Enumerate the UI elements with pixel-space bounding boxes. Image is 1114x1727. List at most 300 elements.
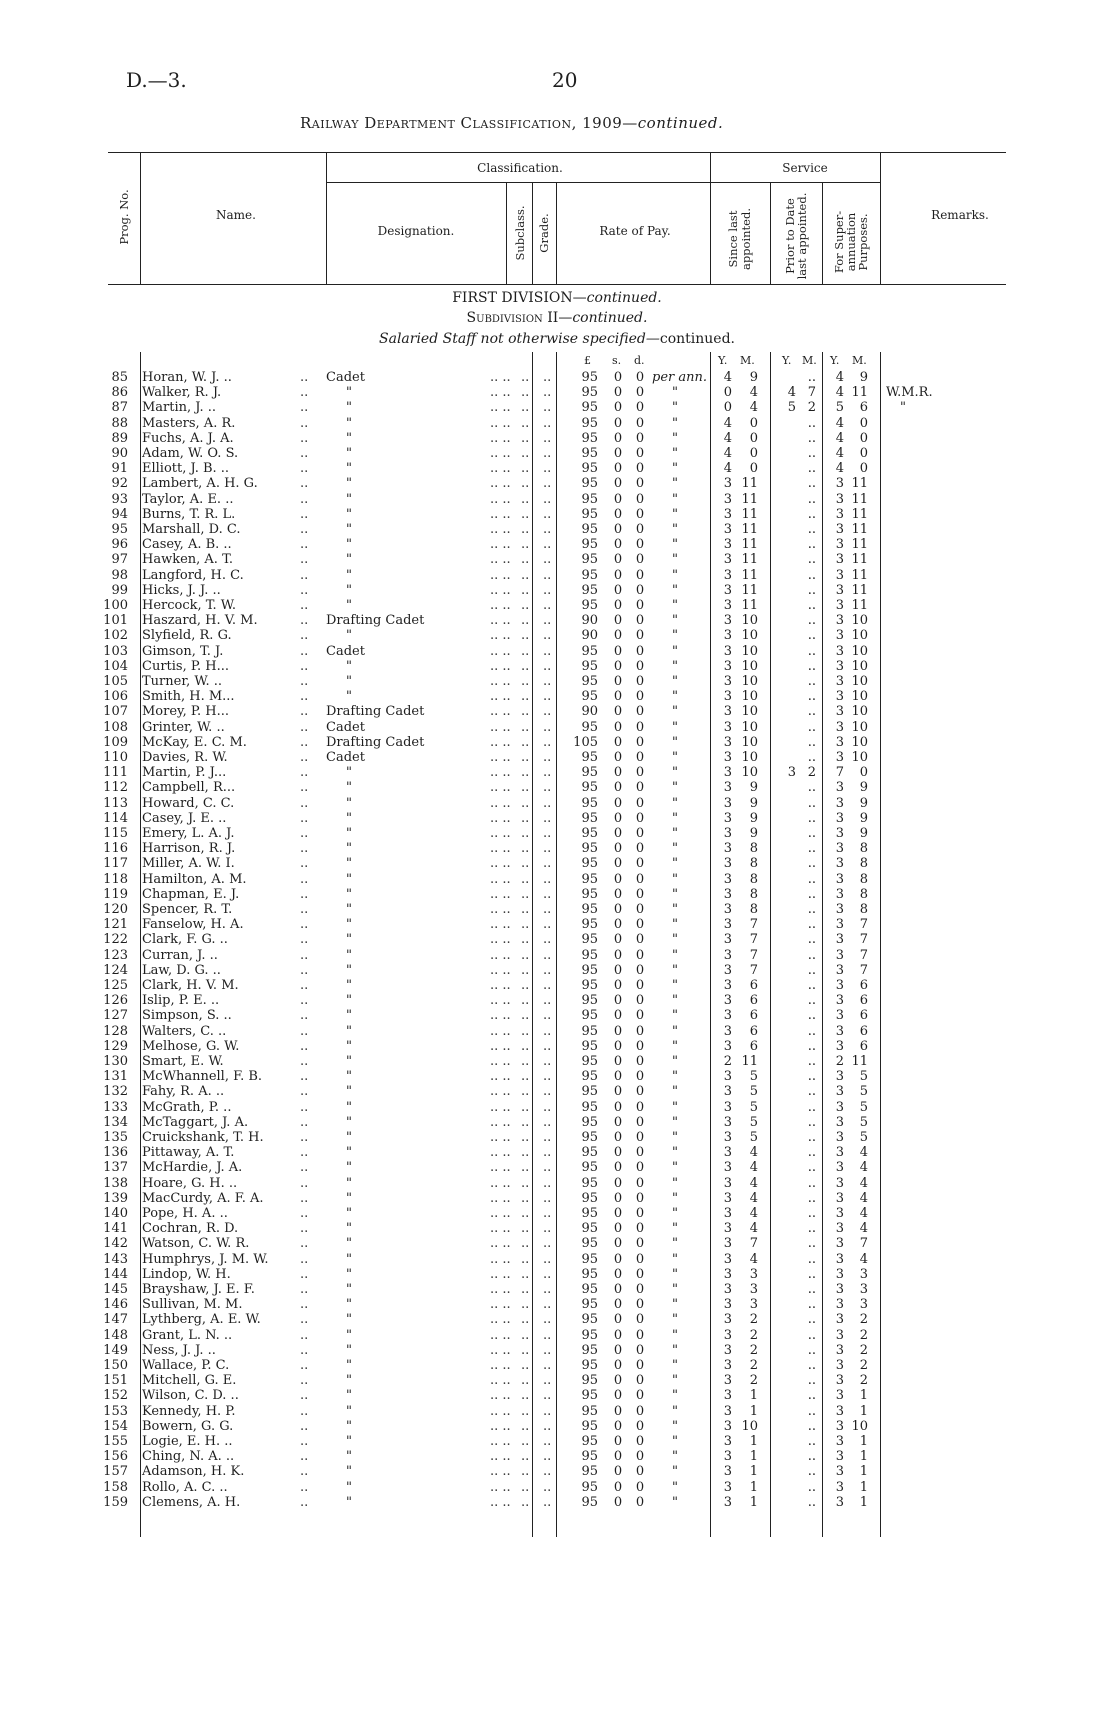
grade-cell: ..: [543, 902, 552, 917]
prog-no-cell: 125: [103, 978, 128, 993]
leader-dots: ..: [300, 1114, 309, 1130]
super-months-cell: 2: [859, 1312, 868, 1328]
designation-cell: ": [346, 1251, 352, 1267]
pay-pence-cell: 0: [635, 750, 645, 765]
prog-no-cell: 115: [103, 826, 128, 841]
pay-shillings-cell: 0: [613, 689, 623, 705]
since-years-cell: 3: [723, 476, 732, 492]
pay-pence-cell: 0: [635, 1342, 645, 1358]
leader-dots: .. ..: [490, 567, 511, 583]
since-months-cell: 9: [749, 370, 758, 385]
since-years-cell: 3: [723, 1449, 732, 1465]
prog-no-cell: 147: [103, 1312, 128, 1328]
prog-no-cell: 109: [103, 734, 128, 750]
super-years-cell: 3: [835, 871, 844, 887]
leader-dots: ..: [300, 506, 309, 522]
name-cell: Melhose, G. W.: [142, 1038, 240, 1054]
prior-months-cell: ..: [807, 522, 816, 537]
grade-cell: ..: [543, 1418, 552, 1434]
super-years-cell: 3: [835, 962, 844, 978]
prog-no-cell: 129: [103, 1038, 128, 1054]
pay-shillings-cell: 0: [613, 750, 623, 765]
name-cell: Spencer, R. T.: [142, 902, 233, 917]
pay-period-cell: ": [672, 522, 678, 537]
table-row: [0, 537, 1114, 552]
grade-cell: ..: [543, 1358, 552, 1373]
leader-dots: .. ..: [490, 461, 511, 477]
leader-dots: ..: [300, 932, 309, 948]
unit-y2: Y.: [782, 354, 792, 367]
name-cell: Turner, W. ..: [142, 674, 222, 689]
pay-pounds-cell: 95: [581, 810, 598, 826]
designation-cell: ": [346, 400, 352, 416]
prog-no-cell: 141: [103, 1221, 128, 1237]
subclass-cell: ..: [521, 1008, 530, 1024]
since-years-cell: 3: [723, 962, 732, 978]
super-years-cell: 3: [835, 689, 844, 705]
super-months-cell: 10: [851, 674, 868, 689]
leader-dots: .. ..: [490, 522, 511, 537]
pay-pounds-cell: 95: [581, 780, 598, 796]
pay-pence-cell: 0: [635, 704, 645, 720]
super-years-cell: 3: [835, 795, 844, 811]
leader-dots: ..: [300, 917, 309, 933]
pay-shillings-cell: 0: [613, 1388, 623, 1404]
since-months-cell: 7: [749, 1236, 758, 1252]
pay-shillings-cell: 0: [613, 1145, 623, 1161]
leader-dots: ..: [300, 1494, 309, 1510]
name-cell: Emery, L. A. J.: [142, 826, 235, 841]
leader-dots: ..: [300, 689, 309, 705]
grade-cell: ..: [543, 1282, 552, 1297]
name-cell: Campbell, R...: [142, 780, 236, 796]
designation-cell: ": [346, 1114, 352, 1130]
prog-no-cell: 152: [103, 1388, 128, 1404]
table-row: [0, 993, 1114, 1008]
designation-cell: ": [346, 598, 352, 613]
col-divider-subclass: [532, 182, 533, 284]
super-months-cell: 11: [851, 567, 868, 583]
designation-cell: ": [346, 628, 352, 644]
prior-months-cell: ..: [807, 1266, 816, 1282]
since-months-cell: 9: [749, 826, 758, 841]
name-cell: Fahy, R. A. ..: [142, 1084, 225, 1100]
grade-cell: ..: [543, 1160, 552, 1176]
since-months-cell: 7: [749, 917, 758, 933]
pay-pounds-cell: 95: [581, 400, 598, 416]
leader-dots: ..: [300, 1236, 309, 1252]
designation-cell: ": [346, 1373, 352, 1389]
leader-dots: ..: [300, 886, 309, 902]
pay-shillings-cell: 0: [613, 1479, 623, 1495]
pay-period-cell: ": [672, 704, 678, 720]
grade-cell: ..: [543, 689, 552, 705]
pay-shillings-cell: 0: [613, 537, 623, 553]
leader-dots: ..: [300, 993, 309, 1009]
staff-heading-continued: continued.: [659, 331, 735, 347]
leader-dots: .. ..: [490, 628, 511, 644]
pay-pence-cell: 0: [635, 1099, 645, 1115]
leader-dots: ..: [300, 1312, 309, 1328]
super-months-cell: 11: [851, 476, 868, 492]
designation-cell: ": [346, 856, 352, 872]
super-years-cell: 3: [835, 674, 844, 689]
leader-dots: ..: [300, 1206, 309, 1221]
super-months-cell: 2: [859, 1342, 868, 1358]
since-years-cell: 3: [723, 841, 732, 857]
since-months-cell: 11: [741, 552, 758, 568]
subclass-cell: ..: [521, 658, 530, 674]
designation-cell: ": [346, 902, 352, 917]
prog-no-cell: 158: [103, 1479, 128, 1495]
subclass-cell: ..: [521, 598, 530, 613]
pay-pence-cell: 0: [635, 1479, 645, 1495]
table-row: [0, 1328, 1114, 1343]
pay-pence-cell: 0: [635, 734, 645, 750]
leader-dots: ..: [300, 719, 309, 735]
prog-no-cell: 110: [103, 750, 128, 765]
subclass-cell: ..: [521, 1403, 530, 1419]
designation-cell: ": [346, 1130, 352, 1145]
pay-pence-cell: 0: [635, 598, 645, 613]
subclass-cell: ..: [521, 1418, 530, 1434]
table-row: [0, 659, 1114, 674]
super-years-cell: 4: [835, 446, 844, 461]
super-years-cell: 3: [835, 1069, 844, 1085]
since-years-cell: 3: [723, 947, 732, 963]
prog-no-cell: 102: [103, 628, 128, 644]
pay-shillings-cell: 0: [613, 446, 623, 461]
pay-period-cell: ": [672, 552, 678, 568]
leader-dots: .. ..: [490, 506, 511, 522]
name-cell: Simpson, S. ..: [142, 1008, 232, 1024]
subclass-cell: ..: [521, 719, 530, 735]
grade-cell: ..: [543, 674, 552, 689]
super-years-cell: 3: [835, 1327, 844, 1343]
prior-months-cell: ..: [807, 841, 816, 857]
subclass-cell: ..: [521, 902, 530, 917]
pay-shillings-cell: 0: [613, 1418, 623, 1434]
pay-shillings-cell: 0: [613, 1069, 623, 1085]
leader-dots: .. ..: [490, 1084, 511, 1100]
pay-pounds-cell: 95: [581, 1434, 598, 1449]
pay-shillings-cell: 0: [613, 1008, 623, 1024]
leader-dots: .. ..: [490, 765, 511, 781]
super-months-cell: 7: [859, 932, 868, 948]
since-months-cell: 5: [749, 1130, 758, 1145]
leader-dots: ..: [300, 491, 309, 507]
since-years-cell: 3: [723, 1008, 732, 1024]
unit-y1: Y.: [718, 354, 728, 367]
since-months-cell: 4: [749, 1160, 758, 1176]
super-months-cell: 6: [859, 978, 868, 993]
super-months-cell: 9: [859, 795, 868, 811]
pay-pounds-cell: 95: [581, 826, 598, 841]
super-months-cell: 6: [859, 1038, 868, 1054]
pay-shillings-cell: 0: [613, 795, 623, 811]
pay-pounds-cell: 95: [581, 689, 598, 705]
table-row: [0, 1008, 1114, 1023]
prog-no-cell: 134: [103, 1114, 128, 1130]
prog-no-cell: 155: [103, 1434, 128, 1449]
prog-no-cell: 103: [103, 643, 128, 659]
pay-pounds-cell: 95: [581, 1114, 598, 1130]
super-years-cell: 3: [835, 552, 844, 568]
designation-cell: ": [346, 765, 352, 781]
since-years-cell: 3: [723, 1312, 732, 1328]
since-months-cell: 6: [749, 978, 758, 993]
leader-dots: .. ..: [490, 856, 511, 872]
since-months-cell: 11: [741, 567, 758, 583]
pay-pence-cell: 0: [635, 962, 645, 978]
designation-cell: ": [346, 1221, 352, 1237]
super-years-cell: 3: [835, 537, 844, 553]
pay-pence-cell: 0: [635, 886, 645, 902]
since-months-cell: 4: [749, 1251, 758, 1267]
grade-cell: ..: [543, 734, 552, 750]
pay-pounds-cell: 95: [581, 932, 598, 948]
grade-cell: ..: [543, 522, 552, 537]
subclass-cell: ..: [521, 1130, 530, 1145]
pay-pence-cell: 0: [635, 1434, 645, 1449]
grade-cell: ..: [543, 978, 552, 993]
pay-pence-cell: 0: [635, 567, 645, 583]
name-cell: Casey, J. E. ..: [142, 810, 227, 826]
name-cell: McWhannell, F. B.: [142, 1069, 263, 1085]
pay-pence-cell: 0: [635, 1054, 645, 1069]
since-years-cell: 3: [723, 993, 732, 1009]
since-years-cell: 3: [723, 689, 732, 705]
prior-months-cell: ..: [807, 734, 816, 750]
super-years-cell: 3: [835, 932, 844, 948]
prior-months-cell: ..: [807, 658, 816, 674]
leader-dots: ..: [300, 582, 309, 598]
leader-dots: ..: [300, 1023, 309, 1039]
prior-months-cell: ..: [807, 1221, 816, 1237]
super-months-cell: 3: [859, 1282, 868, 1297]
grade-cell: ..: [543, 1130, 552, 1145]
leader-dots: ..: [300, 643, 309, 659]
pay-shillings-cell: 0: [613, 734, 623, 750]
prior-months-cell: ..: [807, 750, 816, 765]
subclass-cell: ..: [521, 993, 530, 1009]
prior-months-cell: ..: [807, 1434, 816, 1449]
designation-cell: Cadet: [326, 643, 365, 659]
grade-cell: ..: [543, 1449, 552, 1465]
prog-no-cell: 105: [103, 674, 128, 689]
name-cell: Cruickshank, T. H.: [142, 1130, 264, 1145]
pay-pounds-cell: 95: [581, 476, 598, 492]
subclass-cell: ..: [521, 1145, 530, 1161]
prior-months-cell: ..: [807, 719, 816, 735]
since-years-cell: 3: [723, 1282, 732, 1297]
super-months-cell: 0: [859, 446, 868, 461]
since-years-cell: 3: [723, 674, 732, 689]
pay-pounds-cell: 95: [581, 1373, 598, 1389]
table-row: [0, 1236, 1114, 1251]
prog-no-cell: 145: [103, 1282, 128, 1297]
leader-dots: ..: [300, 415, 309, 431]
designation-cell: ": [346, 476, 352, 492]
pay-pence-cell: 0: [635, 1221, 645, 1237]
table-row: [0, 1419, 1114, 1434]
table-row: [0, 1252, 1114, 1267]
pay-period-cell: ": [672, 1008, 678, 1024]
name-cell: Clemens, A. H.: [142, 1494, 241, 1510]
grade-cell: ..: [543, 628, 552, 644]
pay-pence-cell: 0: [635, 552, 645, 568]
since-months-cell: 0: [749, 446, 758, 461]
prior-months-cell: ..: [807, 476, 816, 492]
name-cell: Lambert, A. H. G.: [142, 476, 258, 492]
designation-cell: ": [346, 582, 352, 598]
subclass-cell: ..: [521, 1023, 530, 1039]
pay-shillings-cell: 0: [613, 871, 623, 887]
super-months-cell: 5: [859, 1084, 868, 1100]
pay-period-cell: ": [672, 613, 678, 629]
name-cell: Hawken, A. T.: [142, 552, 233, 568]
pay-pounds-cell: 95: [581, 370, 598, 385]
subclass-cell: ..: [521, 446, 530, 461]
designation-cell: ": [346, 522, 352, 537]
grade-cell: ..: [543, 932, 552, 948]
since-years-cell: 3: [723, 1145, 732, 1161]
pay-pence-cell: 0: [635, 370, 645, 385]
pay-shillings-cell: 0: [613, 962, 623, 978]
table-row: [0, 1039, 1114, 1054]
pay-period-cell: ": [672, 1434, 678, 1449]
designation-cell: ": [346, 461, 352, 477]
designation-cell: ": [346, 567, 352, 583]
name-cell: Clark, H. V. M.: [142, 978, 239, 993]
pay-pence-cell: 0: [635, 1312, 645, 1328]
division-heading: [0, 290, 1114, 306]
since-months-cell: 10: [741, 643, 758, 659]
subclass-cell: ..: [521, 674, 530, 689]
super-years-cell: 3: [835, 1038, 844, 1054]
super-years-cell: 3: [835, 1464, 844, 1480]
pay-shillings-cell: 0: [613, 902, 623, 917]
prior-months-cell: ..: [807, 871, 816, 887]
prog-no-cell: 111: [103, 765, 128, 781]
since-years-cell: 3: [723, 1358, 732, 1373]
pay-pence-cell: 0: [635, 1175, 645, 1191]
super-months-cell: 10: [851, 719, 868, 735]
col-divider-name: [326, 152, 327, 284]
prior-months-cell: ..: [807, 1494, 816, 1510]
super-months-cell: 5: [859, 1069, 868, 1085]
since-years-cell: 3: [723, 506, 732, 522]
leader-dots: .. ..: [490, 537, 511, 553]
super-years-cell: 3: [835, 1373, 844, 1389]
prior-years-cell: 5: [787, 400, 796, 416]
leader-dots: .. ..: [490, 1494, 511, 1510]
pay-pence-cell: 0: [635, 719, 645, 735]
leader-dots: .. ..: [490, 1038, 511, 1054]
super-years-cell: 3: [835, 658, 844, 674]
prior-months-cell: ..: [807, 613, 816, 629]
pay-pence-cell: 0: [635, 1130, 645, 1145]
prior-months-cell: ..: [807, 1038, 816, 1054]
leader-dots: ..: [300, 1327, 309, 1343]
subclass-cell: ..: [521, 1190, 530, 1206]
name-cell: Langford, H. C.: [142, 567, 244, 583]
leader-dots: ..: [300, 1266, 309, 1282]
leader-dots: .. ..: [490, 932, 511, 948]
subclass-cell: ..: [521, 962, 530, 978]
pay-period-cell: ": [672, 643, 678, 659]
leader-dots: .. ..: [490, 1418, 511, 1434]
subclass-cell: ..: [521, 978, 530, 993]
grade-cell: ..: [543, 871, 552, 887]
since-months-cell: 7: [749, 947, 758, 963]
subclass-cell: ..: [521, 1434, 530, 1449]
leader-dots: .. ..: [490, 643, 511, 659]
leader-dots: ..: [300, 1282, 309, 1297]
name-cell: Adamson, H. K.: [142, 1464, 245, 1480]
pay-pence-cell: 0: [635, 674, 645, 689]
super-months-cell: 1: [859, 1464, 868, 1480]
prog-no-cell: 143: [103, 1251, 128, 1267]
subclass-cell: ..: [521, 430, 530, 446]
pay-period-cell: ": [672, 871, 678, 887]
pay-pounds-cell: 90: [581, 704, 598, 720]
grade-cell: ..: [543, 719, 552, 735]
pay-shillings-cell: 0: [613, 1251, 623, 1267]
pay-shillings-cell: 0: [613, 932, 623, 948]
prog-no-cell: 126: [103, 993, 128, 1009]
prior-months-cell: ..: [807, 856, 816, 872]
pay-pounds-cell: 95: [581, 1388, 598, 1404]
super-months-cell: 4: [859, 1251, 868, 1267]
super-years-cell: 3: [835, 1251, 844, 1267]
pay-shillings-cell: 0: [613, 1236, 623, 1252]
since-years-cell: 3: [723, 1388, 732, 1404]
grade-cell: ..: [543, 1266, 552, 1282]
prog-no-cell: 154: [103, 1418, 128, 1434]
prior-months-cell: ..: [807, 917, 816, 933]
pay-pence-cell: 0: [635, 1373, 645, 1389]
unit-m2: M.: [802, 354, 817, 367]
pay-pounds-cell: 95: [581, 461, 598, 477]
leader-dots: .. ..: [490, 826, 511, 841]
prior-months-cell: ..: [807, 810, 816, 826]
since-months-cell: 11: [741, 1054, 758, 1069]
pay-pence-cell: 0: [635, 1114, 645, 1130]
subclass-cell: ..: [521, 1373, 530, 1389]
designation-cell: ": [346, 1206, 352, 1221]
table-row: [0, 978, 1114, 993]
subclass-cell: ..: [521, 947, 530, 963]
subclass-cell: ..: [521, 537, 530, 553]
super-months-cell: 8: [859, 902, 868, 917]
pay-period-cell: ": [672, 689, 678, 705]
prior-months-cell: ..: [807, 1297, 816, 1313]
leader-dots: .. ..: [490, 689, 511, 705]
table-row: [0, 735, 1114, 750]
prog-no-cell: 117: [103, 856, 128, 872]
name-cell: McTaggart, J. A.: [142, 1114, 249, 1130]
super-years-cell: 3: [835, 704, 844, 720]
prog-no-cell: 140: [103, 1206, 128, 1221]
since-months-cell: 10: [741, 689, 758, 705]
since-years-cell: 3: [723, 552, 732, 568]
grade-cell: ..: [543, 506, 552, 522]
table-row: [0, 887, 1114, 902]
since-months-cell: 4: [749, 400, 758, 416]
since-months-cell: 10: [741, 734, 758, 750]
since-years-cell: 3: [723, 598, 732, 613]
